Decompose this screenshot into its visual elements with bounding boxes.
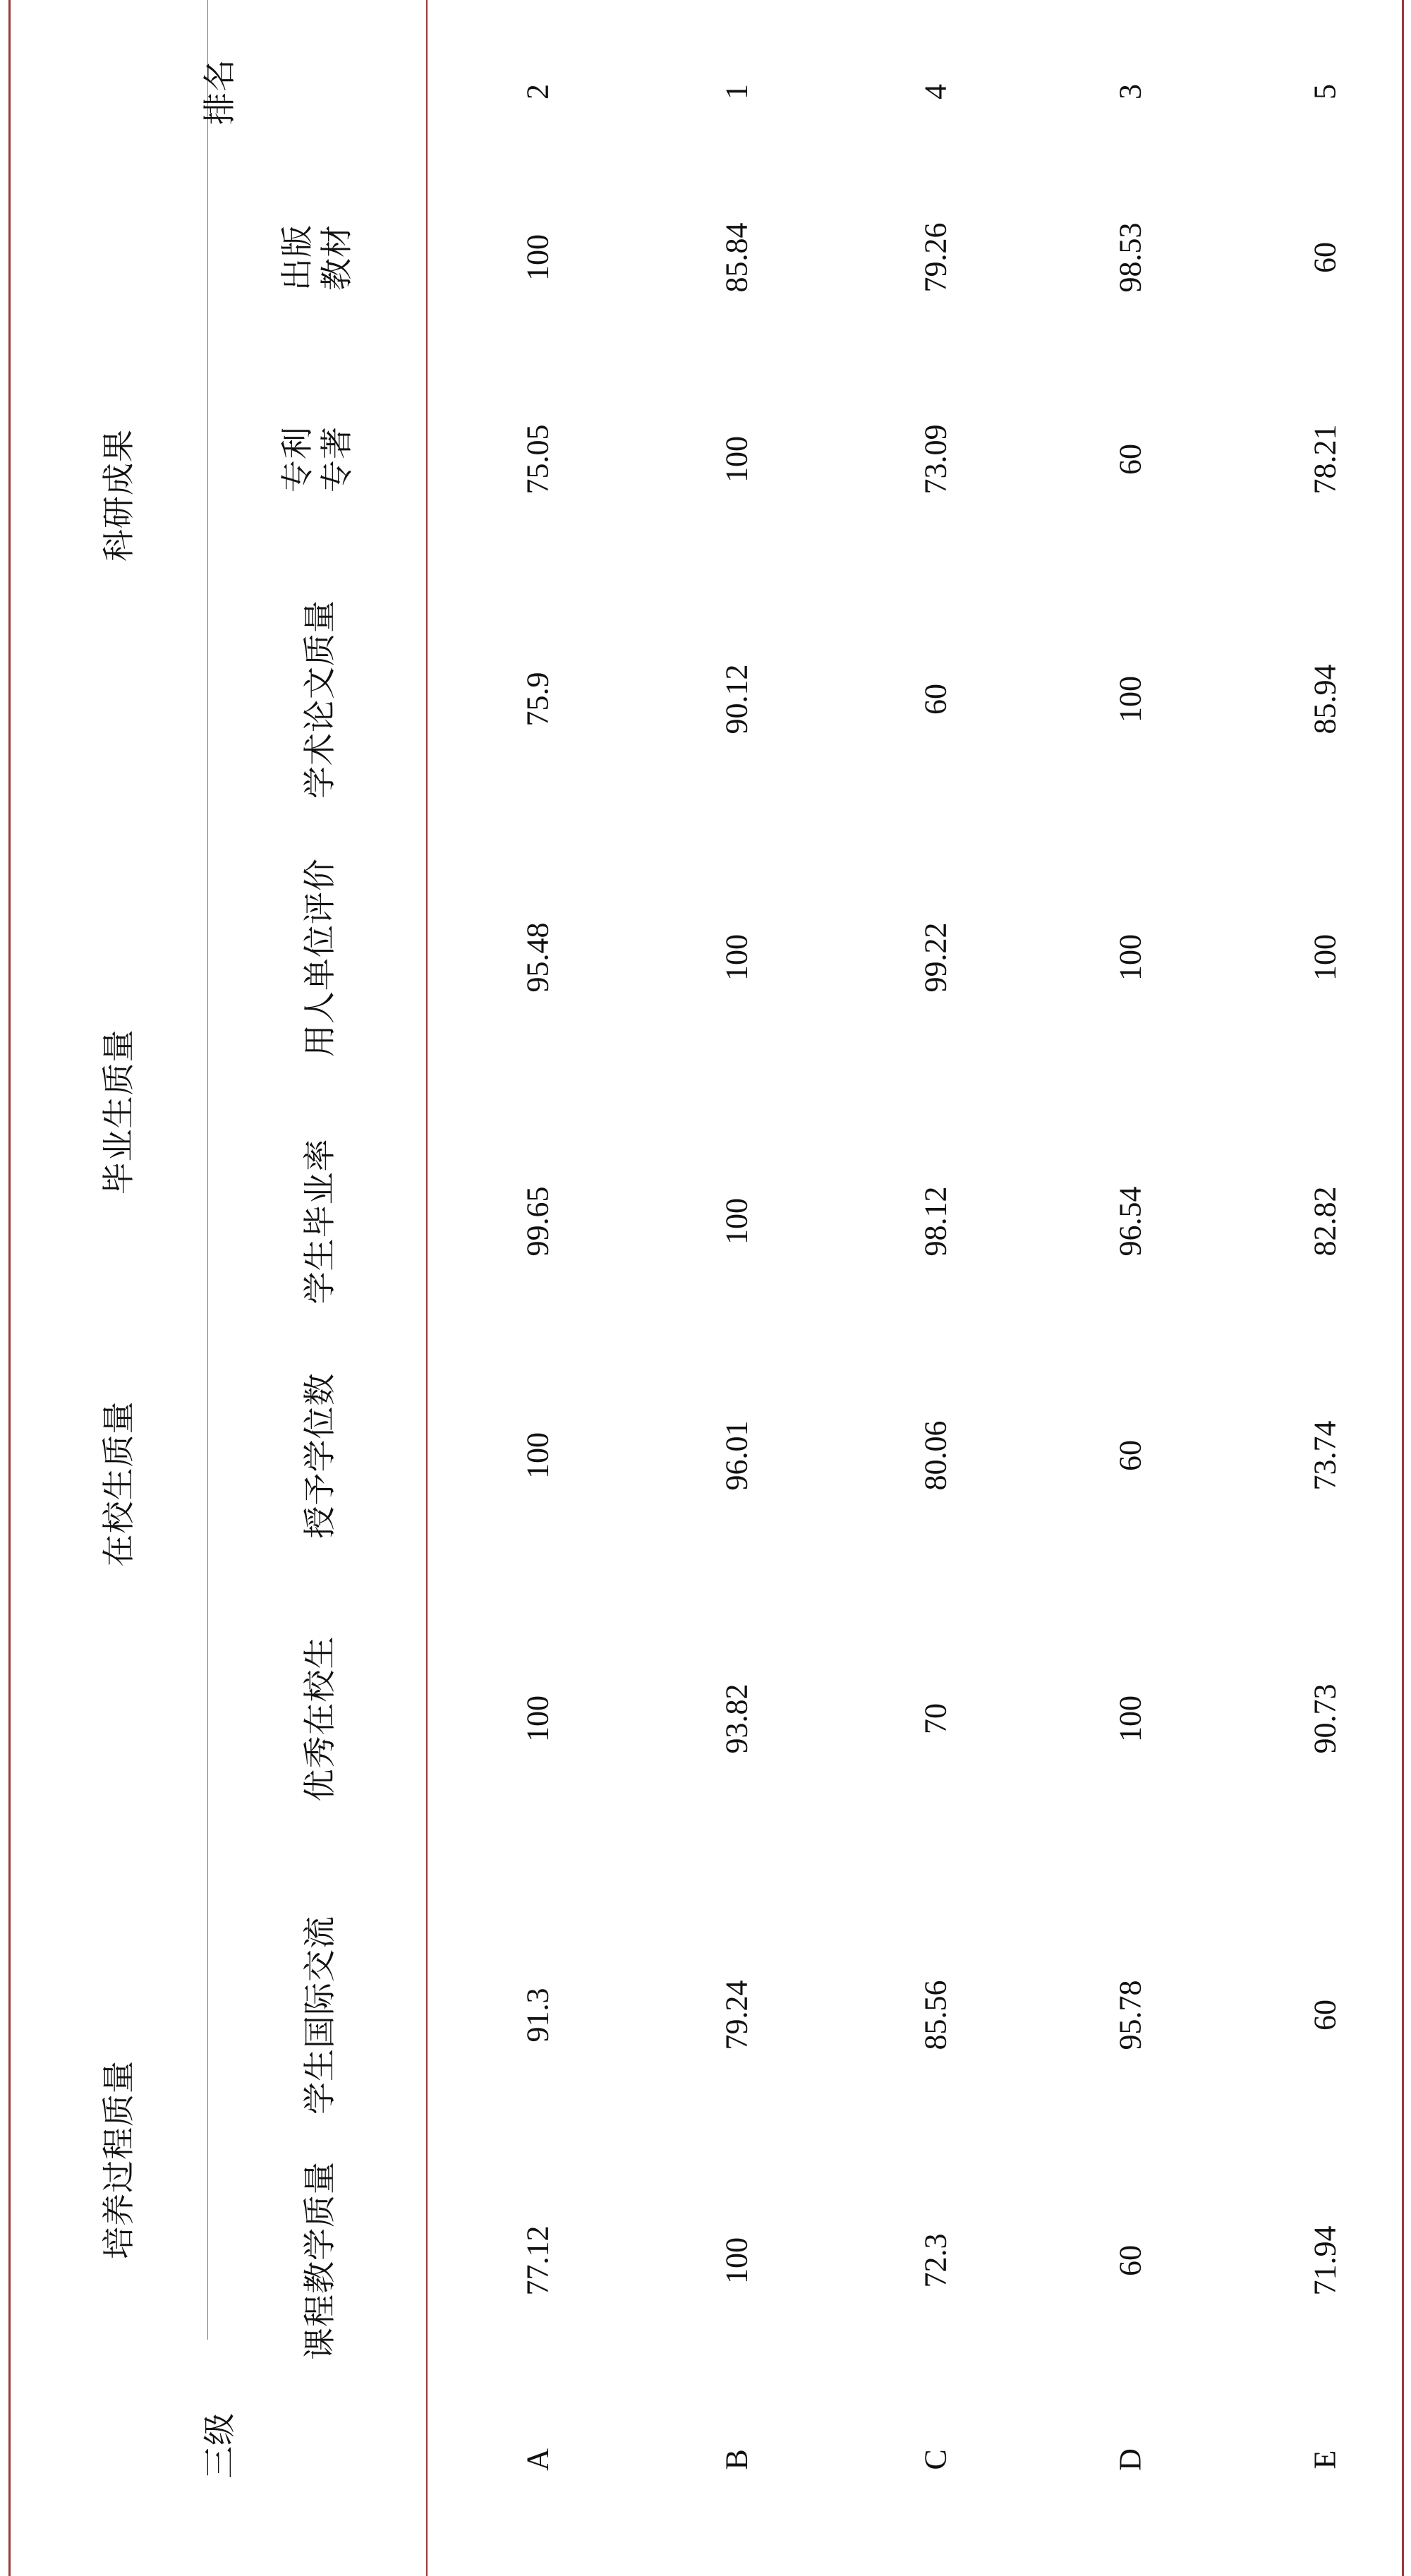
table-cell: 85.94 <box>1307 664 1343 734</box>
table-cell: 100 <box>520 1695 555 1742</box>
rank-cell: 2 <box>520 84 555 99</box>
table-cell: 60 <box>1113 2245 1148 2276</box>
table-cell: 60 <box>1307 2000 1343 2031</box>
row-label: A <box>520 2448 555 2471</box>
group-header-graduates: 毕业生质量 <box>101 1029 137 1195</box>
table-cell: 100 <box>520 234 555 281</box>
table-cell: 60 <box>1113 1440 1148 1471</box>
sub-header-textbooks-text: 出版 教材 <box>279 224 355 291</box>
table-cell: 60 <box>1113 444 1148 475</box>
table-cell: 77.12 <box>520 2225 555 2296</box>
table-cell: 60 <box>918 684 953 715</box>
table-cell: 82.82 <box>1307 1186 1343 1257</box>
group-rule <box>207 0 208 2340</box>
sub-header-patents <box>278 424 357 495</box>
table-cell: 71.94 <box>1307 2225 1343 2296</box>
group-header-enrolled: 在校生质量 <box>101 1401 137 1567</box>
table-cell: 78.21 <box>1307 424 1343 495</box>
rank-header: 排名 <box>202 59 238 125</box>
table-cell: 75.05 <box>520 424 555 495</box>
table-cell: 100 <box>1113 934 1148 981</box>
table-cell: 100 <box>1307 934 1343 981</box>
row-label: E <box>1307 2450 1343 2469</box>
table-cell: 98.12 <box>918 1186 953 1257</box>
table-cell: 85.56 <box>918 1980 953 2050</box>
rank-cell: 1 <box>719 84 754 99</box>
sub-header-employer-eval: 用人单位评价 <box>302 858 338 1057</box>
table-cell: 79.24 <box>719 1980 754 2050</box>
sub-header-paper-quality: 学术论文质量 <box>302 600 338 799</box>
table-cell: 80.06 <box>918 1420 953 1491</box>
table-cell: 91.3 <box>520 1988 555 2043</box>
table-cell: 90.73 <box>1307 1683 1343 1754</box>
table-cell: 90.12 <box>719 664 754 734</box>
table-cell: 100 <box>719 2237 754 2284</box>
group-header-research: 科研成果 <box>101 429 137 562</box>
sub-header-textbooks <box>278 222 357 293</box>
sub-header-course-quality: 课程教学质量 <box>302 2161 338 2360</box>
table-cell: 96.01 <box>719 1420 754 1491</box>
table-cell: 73.09 <box>918 424 953 495</box>
table-cell: 93.82 <box>719 1683 754 1754</box>
table-cell: 72.3 <box>918 2233 953 2288</box>
row-label: C <box>918 2449 953 2470</box>
sub-header-intl-exchange: 学生国际交流 <box>302 1916 338 2115</box>
row-label: B <box>719 2449 754 2470</box>
table-cell: 99.65 <box>520 1186 555 1257</box>
table-cell: 79.26 <box>918 222 953 293</box>
table-cell: 100 <box>1113 676 1148 722</box>
table-cell: 100 <box>719 1198 754 1245</box>
table-cell: 96.54 <box>1113 1186 1148 1257</box>
table-cell: 100 <box>1113 1695 1148 1742</box>
table-cell: 99.22 <box>918 922 953 993</box>
table-cell: 70 <box>918 1703 953 1734</box>
table-cell: 100 <box>719 934 754 981</box>
group-header-training: 培养过程质量 <box>101 2060 137 2259</box>
table-cell: 95.78 <box>1113 1980 1148 2050</box>
row-label: D <box>1113 2448 1148 2471</box>
table-cell: 60 <box>1307 242 1343 273</box>
table-cell: 100 <box>520 1432 555 1479</box>
sub-header-graduation-rate: 学生毕业率 <box>302 1138 338 1305</box>
top-rule <box>426 0 428 2576</box>
table-cell: 85.84 <box>719 222 754 293</box>
table-cell: 73.74 <box>1307 1420 1343 1491</box>
sub-header-patents-text: 专利 专著 <box>279 426 355 492</box>
table-cell: 75.9 <box>520 672 555 727</box>
table-cell: 100 <box>719 436 754 483</box>
table-cell: 95.48 <box>520 922 555 993</box>
sub-header-excellent-students: 优秀在校生 <box>302 1635 338 1802</box>
table-cell: 98.53 <box>1113 222 1148 293</box>
corner-label: 三级 <box>202 2412 238 2479</box>
rank-cell: 3 <box>1113 84 1148 99</box>
rank-cell: 4 <box>918 84 953 99</box>
sub-header-degrees-awarded: 授予学位数 <box>302 1372 338 1539</box>
rank-cell: 5 <box>1307 84 1343 99</box>
